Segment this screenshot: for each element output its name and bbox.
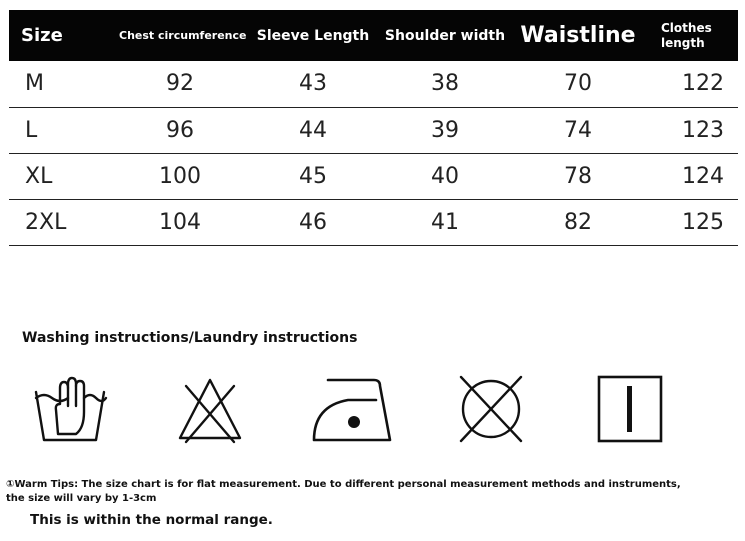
cell-length: 125 [645, 199, 738, 245]
table-row [9, 107, 738, 153]
cell-sleeve: 45 [247, 153, 379, 199]
cell-chest: 104 [113, 199, 247, 245]
cell-shoulder: 40 [379, 153, 511, 199]
cell-length: 122 [682, 71, 724, 97]
cell-shoulder: 39 [379, 107, 511, 153]
cell-chest: 92 [166, 71, 194, 97]
cell-size: 2XL [9, 199, 113, 245]
washing-instructions-title: Washing instructions/Laundry instructions [22, 330, 358, 346]
header-waistline: Waistline [520, 23, 636, 48]
line-dry-icon [596, 372, 666, 446]
warm-tips-text: ①Warm Tips: The size chart is for flat measurement. Due to different personal measurement methods and instruments, the size will vary by 1-3cm [6, 479, 681, 504]
cell-chest: 100 [113, 153, 247, 199]
cell-sleeve: 46 [247, 199, 379, 245]
header-size: Size [21, 25, 63, 46]
hand-wash-icon [30, 372, 110, 446]
cell-shoulder: 41 [379, 199, 511, 245]
cell-size: L [9, 107, 113, 153]
table-row [9, 199, 738, 245]
cell-length: 123 [645, 107, 738, 153]
table-row [9, 61, 738, 107]
cell-size: M [25, 71, 44, 97]
table-row [9, 153, 738, 199]
cell-sleeve: 43 [299, 71, 327, 97]
cell-sleeve: 44 [247, 107, 379, 153]
cell-waist: 70 [564, 71, 592, 97]
cell-chest: 96 [113, 107, 247, 153]
header-chest-circumference: Chest circumference [119, 28, 247, 42]
cell-length: 124 [645, 153, 738, 199]
cell-waist: 82 [511, 199, 645, 245]
normal-range-note: This is within the normal range. [30, 512, 273, 528]
size-chart-header-row [9, 10, 738, 61]
header-sleeve-length: Sleeve Length [256, 27, 370, 44]
cell-shoulder: 38 [431, 71, 459, 97]
do-not-tumble-dry-icon [456, 372, 526, 446]
header-shoulder-width: Shoulder width [384, 27, 506, 44]
do-not-bleach-icon [176, 372, 244, 446]
iron-icon [310, 372, 394, 446]
cell-waist: 78 [511, 153, 645, 199]
cell-size: XL [9, 153, 113, 199]
header-clothes-length: Clothes length [661, 20, 712, 50]
size-chart-table [9, 10, 738, 246]
cell-waist: 74 [511, 107, 645, 153]
